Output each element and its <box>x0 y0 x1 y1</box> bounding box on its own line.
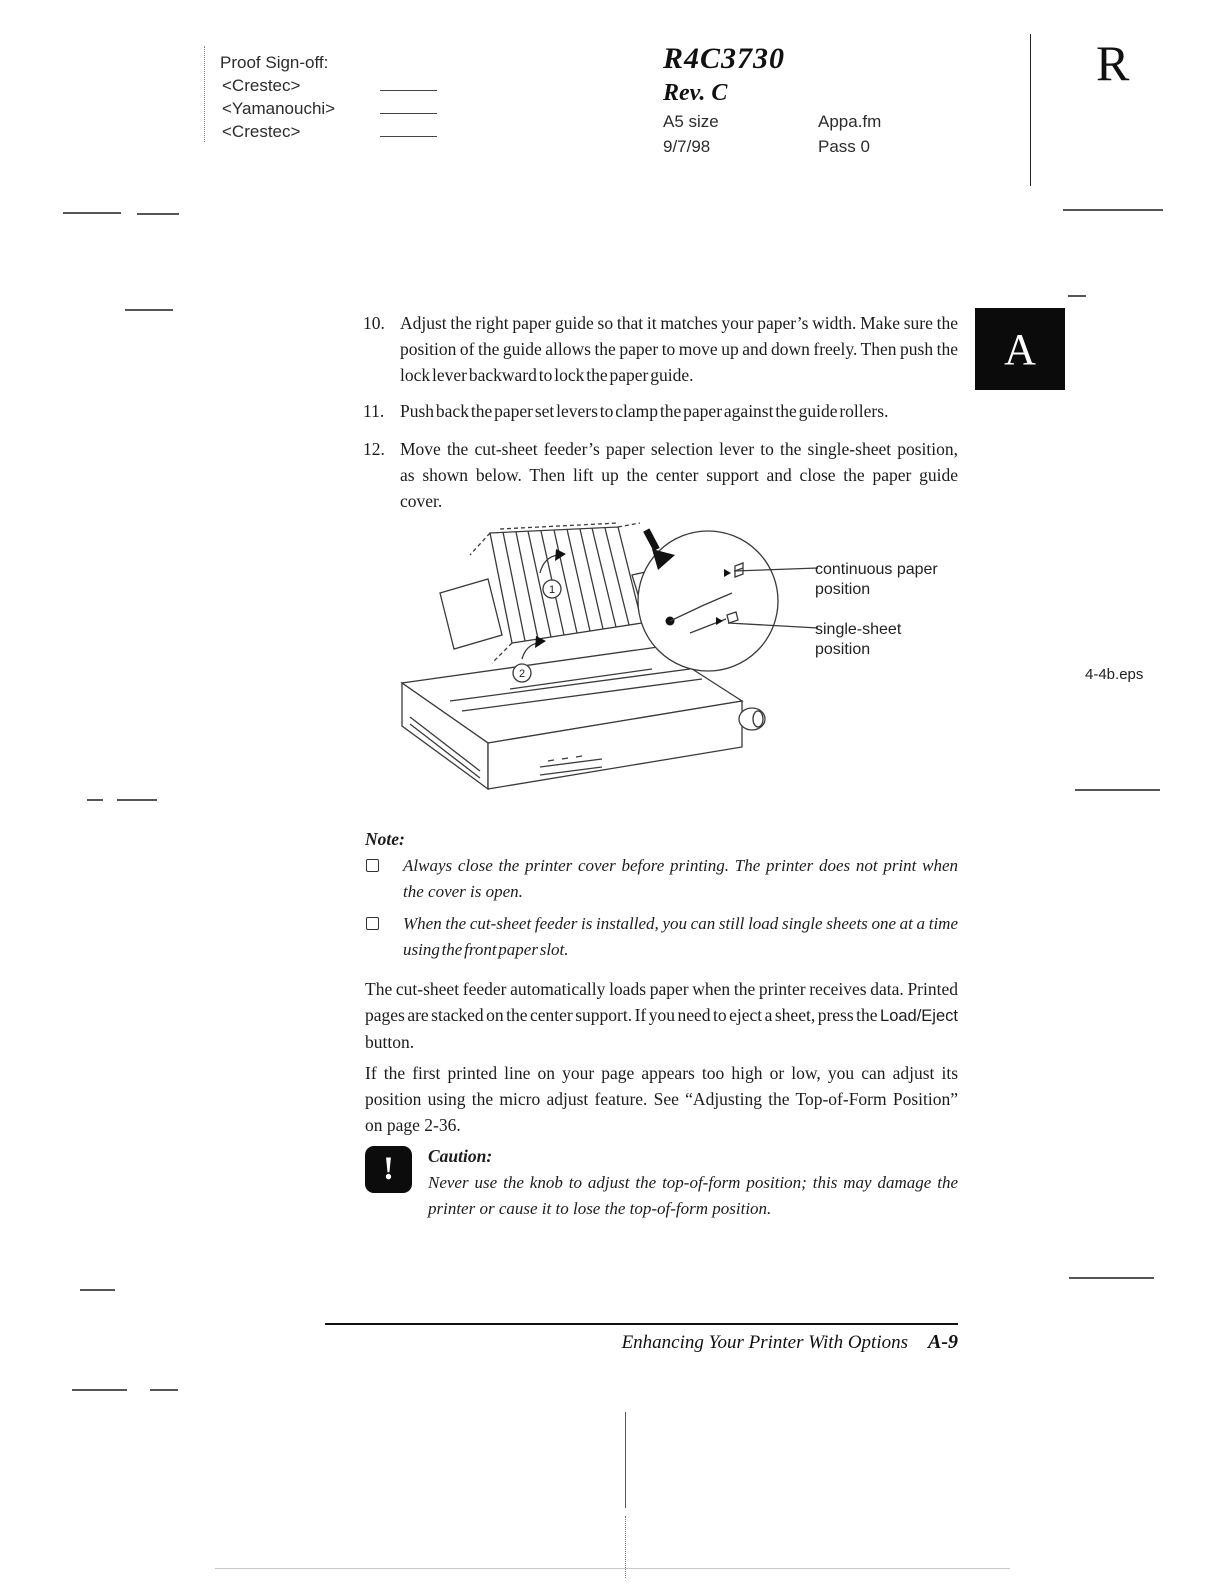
header-divider <box>1030 34 1031 186</box>
step-number: 10. <box>363 313 385 333</box>
crop-mark <box>1069 1277 1154 1279</box>
signature-line <box>380 113 437 114</box>
proof-signer: <Yamanouchi> <box>222 99 336 118</box>
proof-left-rule <box>204 46 205 142</box>
step-text: Push back the paper set levers to clamp the paper against the guide rollers. <box>400 401 889 421</box>
paragraph-text: button. <box>365 1032 415 1052</box>
note-text: Always close the printer cover before printing. The printer does not print when the cover is open. <box>403 856 958 901</box>
load-eject-button-label: Load/Eject <box>880 1007 958 1025</box>
step-number: 12. <box>363 439 385 459</box>
crop-mark <box>1075 789 1160 791</box>
section-tab-letter: A <box>1004 324 1036 374</box>
figure-callout-2: 2 <box>519 668 526 680</box>
crop-mark <box>80 1289 115 1291</box>
note-item <box>366 911 958 963</box>
note-bullet-icon <box>366 859 379 872</box>
doc-filename: Appa.fm <box>818 112 882 131</box>
step-text: Move the cut-sheet feeder’s paper selection lever to the single-sheet position, as shown below. Then lift up the center support and close the paper guide cover. <box>400 439 958 511</box>
paragraph-text: The cut-sheet feeder automatically loads paper when the printer receives data. Printed pages are stacked on the center support. If you need to eject a sheet, press the <box>365 979 958 1025</box>
doc-paper-size: A5 size <box>663 112 719 131</box>
crop-mark <box>1068 295 1086 297</box>
step-number: 11. <box>363 401 385 421</box>
crop-mark <box>150 1389 178 1391</box>
footer <box>325 1331 958 1354</box>
crop-mark <box>125 309 173 311</box>
figure-label-continuous: continuous paper position <box>815 561 938 598</box>
footer-page-number: A-9 <box>928 1331 958 1353</box>
crop-mark <box>1063 209 1163 211</box>
exclamation-icon: ! <box>383 1151 394 1187</box>
signature-line <box>380 90 437 91</box>
step-text: Adjust the right paper guide so that it matches your paper’s width. Make sure the position of the guide allows the paper to move up and down freely. Then push the lock lever backward to lock the paper guide. <box>400 313 958 385</box>
caution-icon <box>365 1146 412 1193</box>
crop-mark <box>63 212 121 214</box>
step-item <box>363 436 958 514</box>
caution-text: Never use the knob to adjust the top-of-form position; this may damage the printer or cause it to lose the top-of-form position. <box>428 1173 958 1218</box>
crop-mark <box>117 799 157 801</box>
paragraph-cut-sheet-feeder <box>365 976 958 1055</box>
footer-rule <box>325 1323 958 1325</box>
doc-date: 9/7/98 <box>663 137 711 156</box>
crop-mark <box>137 213 179 215</box>
proof-signoff-title: Proof Sign-off: <box>220 53 329 72</box>
note-text: When the cut-sheet feeder is installed, you can still load single sheets one at a time using the front paper slot. <box>403 914 958 959</box>
paragraph-micro-adjust: If the first printed line on your page appears too high or low, you can adjust its position using the micro adjust feature. See “Adjusting the Top-of-Form Position” on page 2-36. <box>365 1063 958 1135</box>
footer-chapter-title: Enhancing Your Printer With Options <box>621 1332 908 1353</box>
section-tab <box>975 308 1065 390</box>
proof-signer: <Crestec> <box>222 122 301 141</box>
figure-callout-1: 1 <box>549 584 556 596</box>
figure-label-single-sheet: single-sheet position <box>815 621 902 658</box>
bottom-edge-rule <box>215 1568 1010 1569</box>
step-item <box>363 398 958 424</box>
note-bullet-icon <box>366 917 379 930</box>
note-title: Note: <box>365 829 405 849</box>
crop-mark <box>87 799 103 801</box>
crop-mark <box>72 1389 127 1391</box>
corner-letter: R <box>1096 35 1130 91</box>
bottom-center-rule <box>625 1412 626 1508</box>
note-item <box>366 853 958 905</box>
doc-revision: Rev. C <box>663 80 728 106</box>
doc-code: R4C3730 <box>663 42 786 75</box>
step-item <box>363 310 958 388</box>
signature-line <box>380 136 437 137</box>
caution-title: Caution: <box>428 1146 493 1166</box>
proof-signer: <Crestec> <box>222 76 301 95</box>
doc-pass: Pass 0 <box>818 137 870 156</box>
figure-filename: 4-4b.eps <box>1085 666 1144 683</box>
